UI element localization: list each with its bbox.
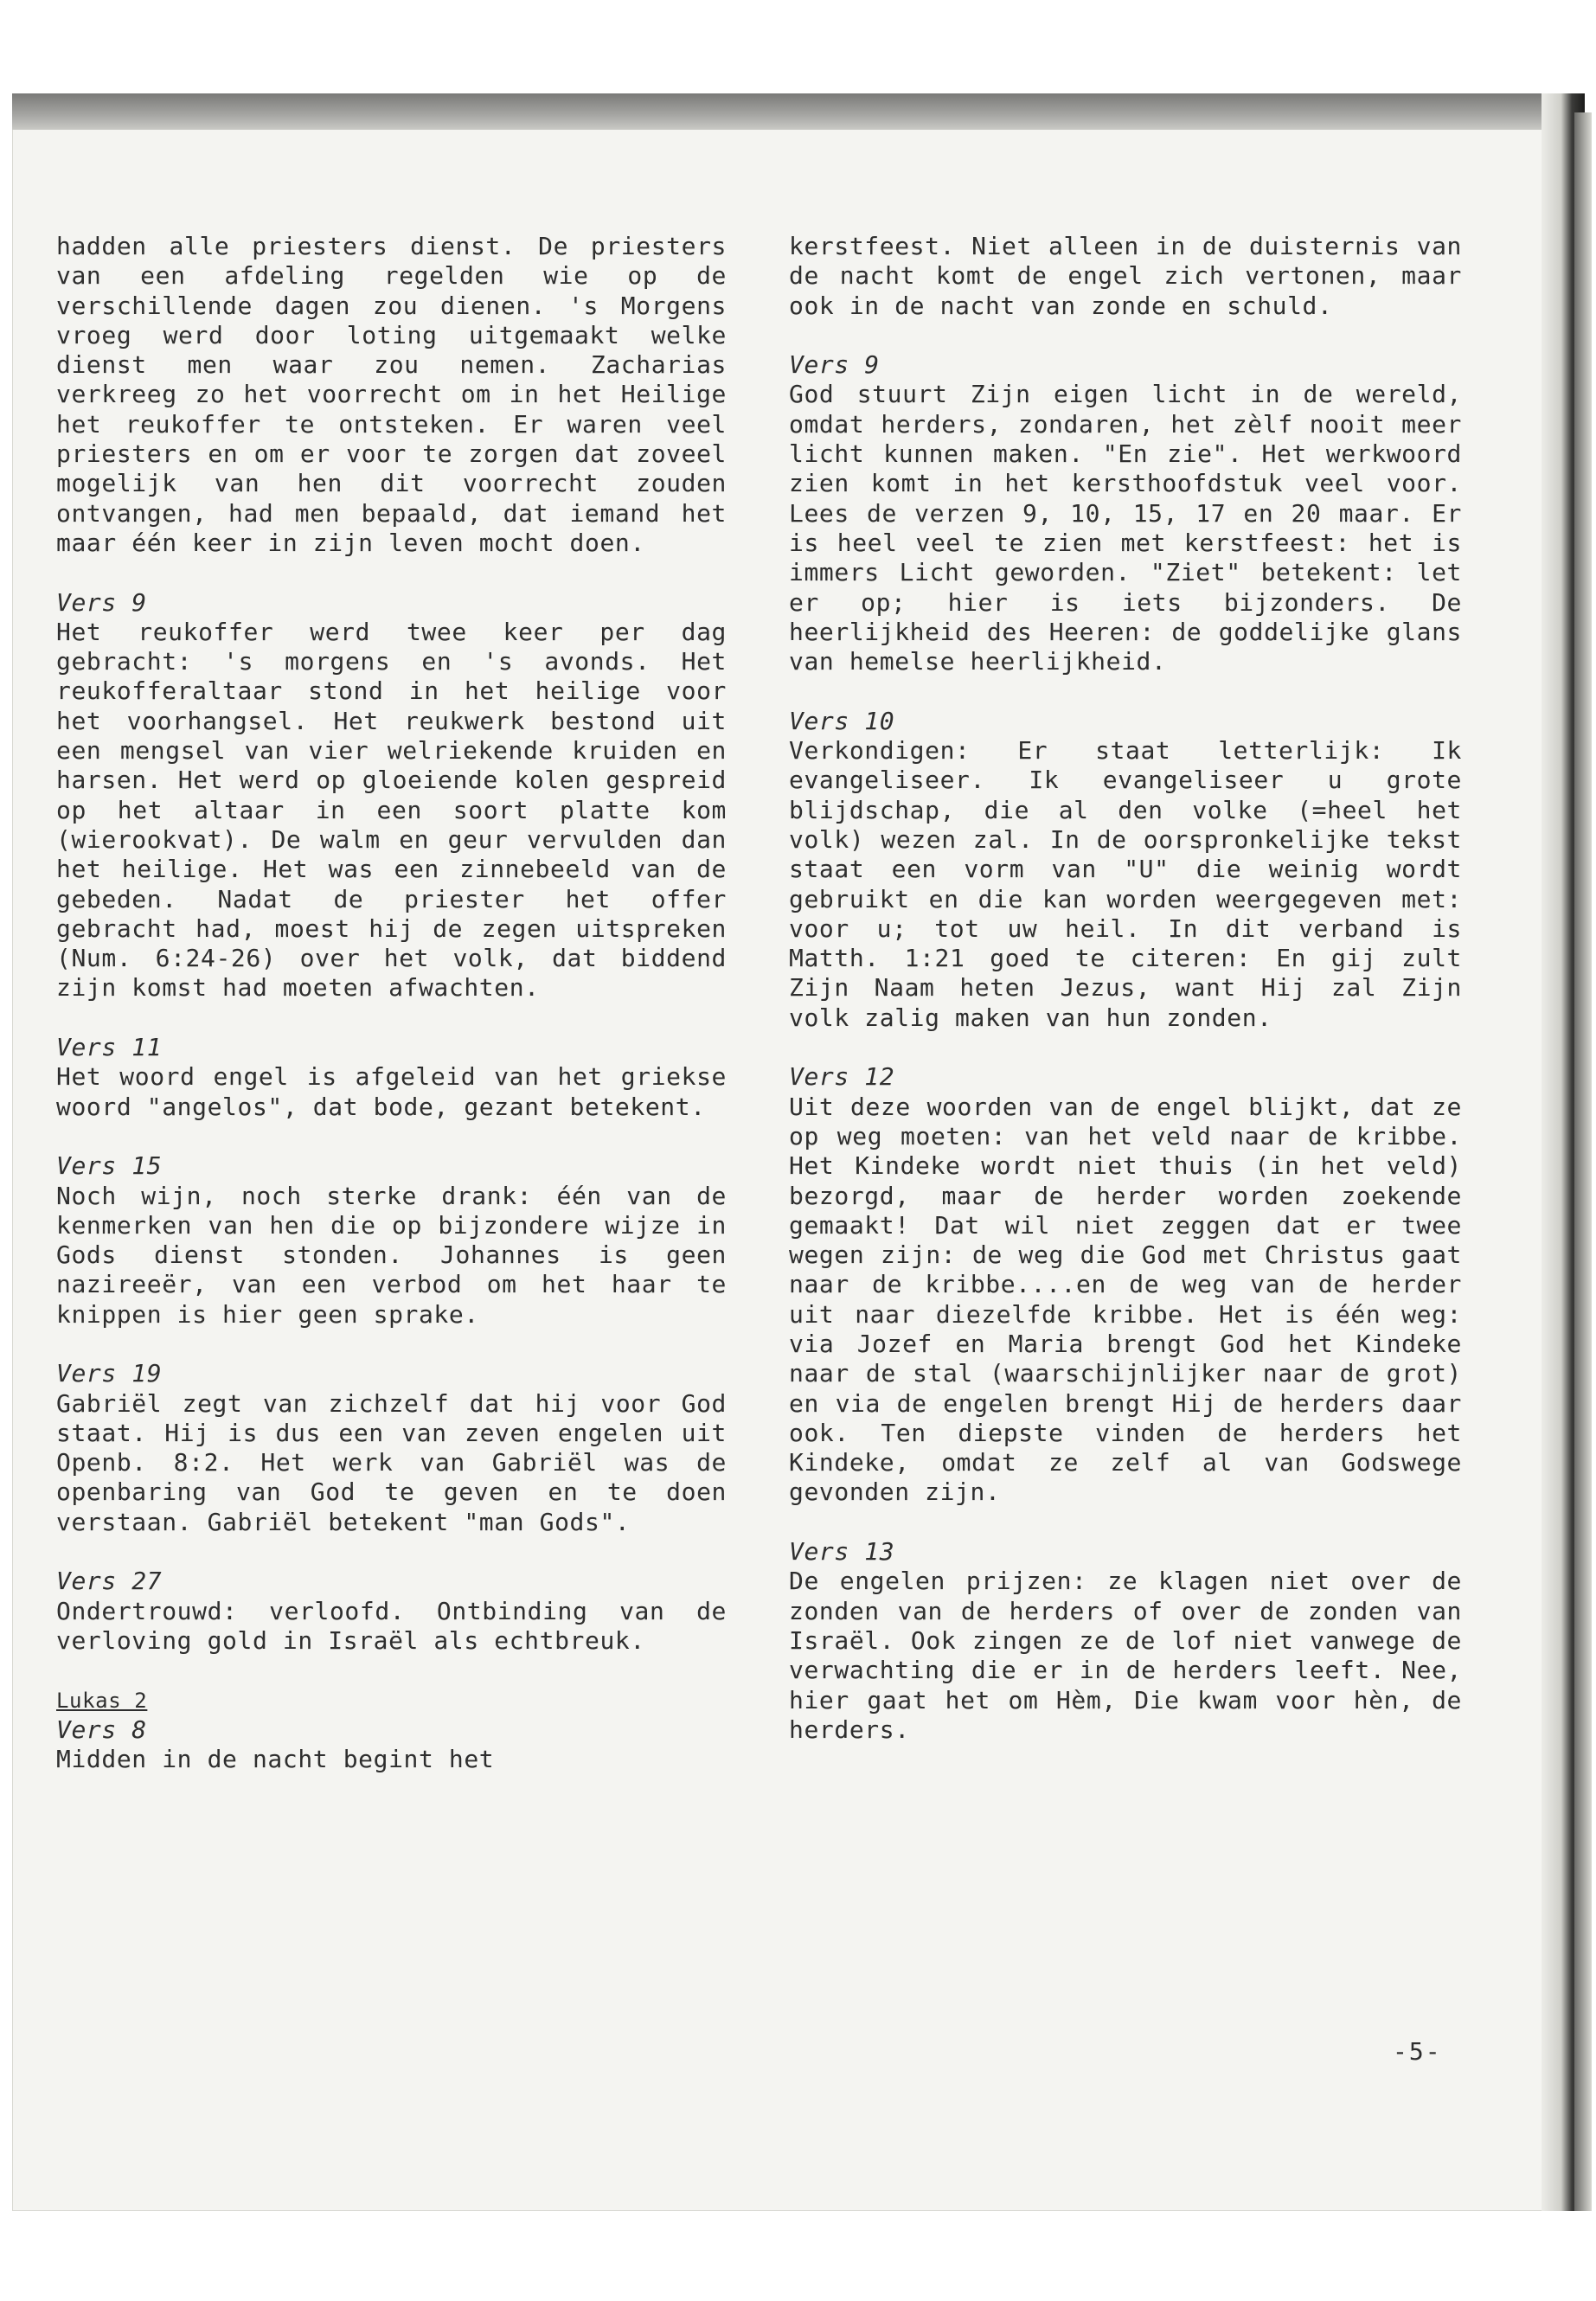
paragraph-gap: [56, 1003, 727, 1033]
paragraph: Noch wijn, noch sterke drank: één van de kenmerken van hen die op bijzondere wijze in Gods dienst stonden. Johannes is geen nazireeër, van een verbod om het haar te knippen is hier geen sprake.: [56, 1181, 727, 1329]
paragraph: Het woord engel is afgeleid van het griekse woord "angelos", dat bode, gezant betekent.: [56, 1062, 727, 1121]
paragraph: Uit deze woorden van de engel blijkt, dat ze op weg moeten: van het veld naar de kribbe. Het Kindeke wordt niet thuis (in het veld) bezorgd, maar de herder worden zoekende gemaakt! Dat wil niet zeggen dat er twee wegen zijn: de weg die God met Christus gaat naar de kribbe....en de weg van de herder uit naar diezelfde kribbe. Het is één weg: via Jozef en Maria brengt God het Kindeke naar de stal (waarschijnlijker naar de grot) en via de engelen brengt Hij de herders daar ook. Ten diepste vinden de herders het Kindeke, omdat ze zelf al van Godswege gevonden zijn.: [789, 1092, 1462, 1507]
verse-heading: Vers 19: [56, 1359, 163, 1388]
verse-heading: Vers 12: [789, 1062, 895, 1092]
verse-heading: Vers 27: [56, 1567, 163, 1596]
paragraph-gap: [56, 558, 727, 587]
paragraph: God stuurt Zijn eigen licht in de wereld, omdat herders, zondaren, het zèlf nooit meer licht kunnen maken. "En zie". Het werkwoord zien komt in het kersthoofdstuk veel voor. Lees de verzen 9, 10, 15, 17 en 20 maar. Er is heel veel te zien met kerstfeest: het is immers Licht geworden. "Ziet" betekent: let er op; hier is iets bijzonders. De heerlijkheid des Heeren: de goddelijke glans van hemelse heerlijkheid.: [789, 380, 1462, 676]
paragraph: kerstfeest. Niet alleen in de duisternis van de nacht komt de engel zich vertonen, maar ook in de nacht van zonde en schuld.: [789, 232, 1462, 320]
paragraph-gap: [789, 1033, 1462, 1062]
scan-right-edge-shadow: [1574, 112, 1592, 2211]
paragraph-gap: [56, 1537, 727, 1567]
paragraph: Het reukoffer werd twee keer per dag gebracht: 's morgens en 's avonds. Het reukofferaltaar stond in het heilige voor het voorhangsel. Het reukwerk bestond uit een mengsel van vier welriekende kruiden en harsen. Het werd op gloeiende kolen gespreid op het altaar in een soort platte kom (wierookvat). De walm en geur vervulden dan het heilige. Het was een zinnebeeld van de gebeden. Nadat de priester het offer gebracht had, moest hij de zegen uitspreken (Num. 6:24-26) over het volk, dat biddend zijn komst had moeten afwachten.: [56, 617, 727, 1003]
verse-heading: Vers 11: [56, 1033, 163, 1062]
paragraph-gap: [56, 1656, 727, 1685]
paragraph-gap: [789, 676, 1462, 706]
paragraph: De engelen prijzen: ze klagen niet over de zonden van de herders of over de zonden van Israël. Ook zingen ze de lof niet vanwege de verwachting die er in de herders leeft. Nee, hier gaat het om Hèm, Die kwam voor hèn, de herders.: [789, 1567, 1462, 1744]
left-text-column: [56, 232, 727, 1774]
paragraph: Midden in de nacht begint het: [56, 1745, 495, 1774]
scan-top-border: [12, 93, 1585, 130]
verse-heading: Vers 10: [789, 706, 895, 735]
paragraph-gap: [56, 1330, 727, 1359]
paragraph: hadden alle priesters dienst. De priesters van een afdeling regelden wie op de verschillende dagen zou dienen. 's Morgens vroeg werd door loting uitgemaakt welke dienst men waar zou nemen. Zacharias verkreeg zo het voorrecht om in het Heilige het reukoffer te ontsteken. Er waren veel priesters en om er voor te zorgen dat zoveel mogelijk van hen dit voorrecht zouden ontvangen, had men bepaald, dat iemand het maar één keer in zijn leven mocht doen.: [56, 232, 727, 557]
chapter-heading: Lukas 2: [56, 1688, 148, 1713]
paragraph: Gabriël zegt van zichzelf dat hij voor God staat. Hij is dus een van zeven engelen uit Openb. 8:2. Het werk van Gabriël was de openbaring van God te geven en te doen verstaan. Gabriël betekent "man Gods".: [56, 1388, 727, 1536]
verse-heading: Vers 9: [56, 587, 147, 617]
paragraph-gap: [789, 321, 1462, 350]
paragraph: Ondertrouwd: verloofd. Ontbinding van de verloving gold in Israël als echtbreuk.: [56, 1596, 727, 1655]
verse-heading: Vers 8: [56, 1715, 147, 1744]
verse-heading: Vers 9: [789, 350, 880, 380]
paragraph-gap: [56, 1122, 727, 1151]
page-number: -5-: [1393, 2037, 1442, 2066]
paragraph-gap: [789, 1508, 1462, 1537]
paragraph: Verkondigen: Er staat letterlijk: Ik evangeliseer. Ik evangeliseer u grote blijdschap, die al den volke (=heel het volk) wezen zal. In de oorspronkelijke tekst staat een vorm van "U" die weinig wordt gebruikt en die kan worden weergegeven met: voor u; tot uw heil. In dit verband is Matth. 1:21 goed te citeren: En gij zult Zijn Naam heten Jezus, want Hij zal Zijn volk zalig maken van hun zonden.: [789, 736, 1462, 1032]
verse-heading: Vers 13: [789, 1537, 895, 1567]
verse-heading: Vers 15: [56, 1151, 163, 1181]
right-text-column: [789, 232, 1462, 1745]
